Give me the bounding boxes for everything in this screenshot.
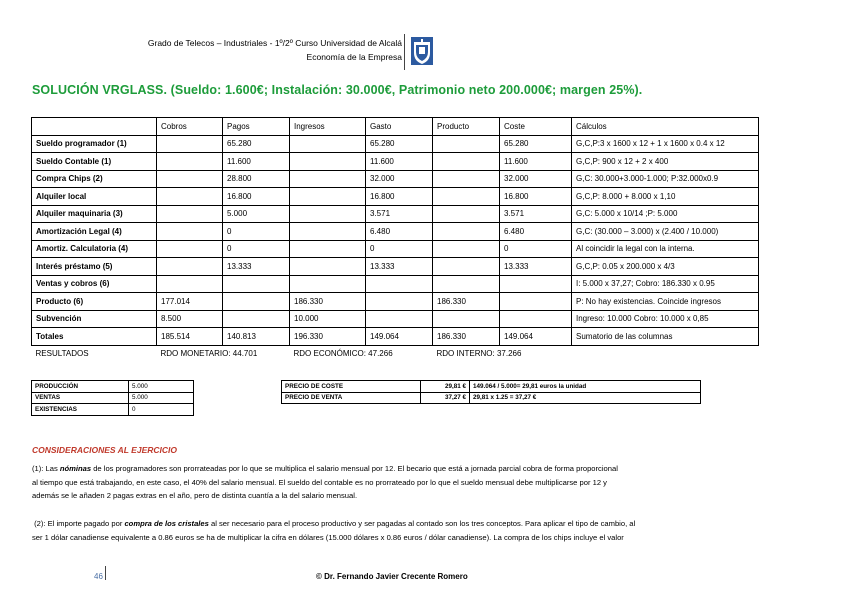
table-cell: 0 — [223, 223, 290, 241]
table-row — [32, 275, 759, 293]
table-cell: 37,27 € — [421, 392, 470, 404]
table-cell: 5.000 — [129, 381, 194, 393]
table-cell: 32.000 — [500, 170, 572, 188]
solution-table — [31, 117, 759, 362]
table-row — [32, 188, 759, 206]
results-row — [32, 345, 759, 362]
consideration-2-line — [32, 517, 802, 531]
table-cell: 185.514 — [157, 328, 223, 346]
table-cell: 177.014 — [157, 293, 223, 311]
table-cell: 16.800 — [223, 188, 290, 206]
row-label: Subvención — [32, 310, 157, 328]
row-label: Alquiler maquinaria (3) — [32, 205, 157, 223]
table-cell — [433, 240, 500, 258]
table-cell: I: 5.000 x 37,27; Cobro: 186.330 x 0.95 — [572, 275, 759, 293]
row-label: Sueldo programador (1) — [32, 135, 157, 153]
column-header: Producto — [433, 118, 500, 136]
table-cell: 11.600 — [366, 153, 433, 171]
table-cell — [223, 275, 290, 293]
consideration-1-line: además se le añaden 2 pagas extras en el año, pero de distinta cuantía a la del salario mensual. — [32, 491, 358, 500]
table-row — [32, 153, 759, 171]
table-cell — [433, 205, 500, 223]
table-cell: 3.571 — [500, 205, 572, 223]
document-header — [148, 36, 402, 64]
price-table — [281, 380, 701, 404]
consideration-1-emphasis: nóminas — [59, 464, 92, 473]
table-cell: 28.800 — [223, 170, 290, 188]
table-cell: G,C: 30.000+3.000-1.000; P:32.000x0.9 — [572, 170, 759, 188]
table-cell — [157, 205, 223, 223]
table-row — [32, 310, 759, 328]
table-row — [32, 240, 759, 258]
table-cell — [157, 275, 223, 293]
consideration-2-line: ser 1 dólar canadiense equivalente a 0.86 euros se ha de multiplicar la cifra en dólares (15.000 dólares x 0.86 euros / dólar canadiense). La compra de los chips incluye el valor — [32, 532, 624, 542]
row-label: Amortiz. Calculatoria (4) — [32, 240, 157, 258]
column-header: Pagos — [223, 118, 290, 136]
table-cell: 186.330 — [290, 293, 366, 311]
row-label: PRECIO DE COSTE — [282, 381, 421, 393]
table-cell — [366, 293, 433, 311]
table-row — [32, 328, 759, 346]
row-label: Compra Chips (2) — [32, 170, 157, 188]
table-cell: 13.333 — [366, 258, 433, 276]
table-cell: 29,81 € — [421, 381, 470, 393]
table-row — [32, 293, 759, 311]
table-cell: 0 — [500, 240, 572, 258]
table-cell: 6.480 — [366, 223, 433, 241]
table-cell — [157, 258, 223, 276]
table-cell — [500, 275, 572, 293]
result-economico: RDO ECONÓMICO: 47.266 — [293, 349, 393, 358]
table-cell: 149.064 — [366, 328, 433, 346]
table-cell: 29,81 x 1.25 = 37,27 € — [470, 392, 701, 404]
table-cell — [290, 258, 366, 276]
table-cell: Al coincidir la legal con la interna. — [572, 240, 759, 258]
table-cell — [500, 293, 572, 311]
consideration-2-prefix: (2): El importe pagado por — [34, 519, 125, 528]
table-cell — [290, 223, 366, 241]
table-cell: 3.571 — [366, 205, 433, 223]
header-course: Grado de Telecos – Industriales - 1º/2º Curso Universidad de Alcalá — [147, 38, 402, 48]
table-cell — [157, 153, 223, 171]
table-cell: 0 — [129, 404, 194, 416]
table-cell: G,C,P:3 x 1600 x 12 + 1 x 1600 x 0.4 x 12 — [572, 135, 759, 153]
consideration-1 — [32, 462, 802, 503]
table-cell — [157, 188, 223, 206]
footer-copyright: © Dr. Fernando Javier Crecente Romero — [316, 572, 468, 581]
table-row — [32, 135, 759, 153]
considerations-title: CONSIDERACIONES AL EJERCICIO — [32, 445, 177, 455]
results-spacer — [572, 345, 759, 362]
row-label: Producto (6) — [32, 293, 157, 311]
table-cell: 149.064 / 5.000= 29,81 euros la unidad — [470, 381, 701, 393]
row-label: VENTAS — [32, 392, 129, 404]
table-cell — [290, 205, 366, 223]
table-cell — [433, 135, 500, 153]
consideration-2-text: al ser necesario para el proceso productivo y ser pagadas al contado son los tres conceptos. Para aplicar el tipo de cambio, al — [208, 519, 636, 528]
table-cell — [366, 275, 433, 293]
table-row — [32, 381, 194, 393]
table-cell: 0 — [366, 240, 433, 258]
consideration-1-line: al tiempo que está trabajando, en este caso, el 40% del salario mensual. El sueldo del contable es no prorrateado por lo que el sueldo mensual debe multiplicarse por 12 y — [32, 477, 607, 487]
table-cell: 16.800 — [366, 188, 433, 206]
table-cell — [157, 135, 223, 153]
consideration-1-text: de los programadores son prorrateadas por lo que se multiplica el salario mensual por 12. El becario que está a jornada parcial cobra de forma proporcional — [91, 464, 618, 473]
table-cell: Sumatorio de las columnas — [572, 328, 759, 346]
table-cell — [433, 153, 500, 171]
table-cell — [223, 310, 290, 328]
table-cell — [290, 153, 366, 171]
table-row — [32, 205, 759, 223]
table-cell: 8.500 — [157, 310, 223, 328]
table-cell — [290, 170, 366, 188]
table-cell — [290, 275, 366, 293]
column-header: Coste — [500, 118, 572, 136]
table-cell: P: No hay existencias. Coincide ingresos — [572, 293, 759, 311]
column-header: Gasto — [366, 118, 433, 136]
table-row — [282, 381, 701, 393]
result-monetario: RDO MONETARIO: 44.701 — [160, 349, 258, 358]
column-header: Cobros — [157, 118, 223, 136]
table-cell — [433, 170, 500, 188]
table-cell: Ingreso: 10.000 Cobro: 10.000 x 0,85 — [572, 310, 759, 328]
table-cell: 13.333 — [500, 258, 572, 276]
row-label: PRODUCCIÓN — [32, 381, 129, 393]
page-title: SOLUCIÓN VRGLASS. (Sueldo: 1.600€; Instalación: 30.000€, Patrimonio neto 200.000€; margen 25%). — [32, 83, 643, 97]
row-label: Totales — [32, 328, 157, 346]
table-cell — [290, 188, 366, 206]
table-cell: 11.600 — [500, 153, 572, 171]
table-cell — [433, 275, 500, 293]
consideration-1-line — [32, 462, 802, 476]
table-cell: 65.280 — [223, 135, 290, 153]
table-cell: 6.480 — [500, 223, 572, 241]
row-label: PRECIO DE VENTA — [282, 392, 421, 404]
table-cell — [157, 240, 223, 258]
table-cell: G,C,P: 8.000 + 8.000 x 1,10 — [572, 188, 759, 206]
table-cell — [433, 188, 500, 206]
table-cell: G,C: (30.000 – 3.000) x (2.400 / 10.000) — [572, 223, 759, 241]
table-cell — [290, 240, 366, 258]
table-cell: 10.000 — [290, 310, 366, 328]
page-number: 46 — [94, 572, 103, 581]
table-row — [282, 392, 701, 404]
table-cell: 16.800 — [500, 188, 572, 206]
table-cell: 149.064 — [500, 328, 572, 346]
table-cell: G,C: 5.000 x 10/14 ;P: 5.000 — [572, 205, 759, 223]
table-row — [32, 170, 759, 188]
column-header: Cálculos — [572, 118, 759, 136]
table-cell — [157, 223, 223, 241]
table-cell: 0 — [223, 240, 290, 258]
table-cell — [433, 310, 500, 328]
table-row — [32, 223, 759, 241]
header-subject: Economía de la Empresa — [306, 52, 402, 62]
table-cell: 196.330 — [290, 328, 366, 346]
table-cell: 11.600 — [223, 153, 290, 171]
table-cell: 5.000 — [223, 205, 290, 223]
row-label: Sueldo Contable (1) — [32, 153, 157, 171]
table-cell: 13.333 — [223, 258, 290, 276]
header-divider — [404, 34, 405, 70]
table-row — [32, 404, 194, 416]
table-cell — [433, 258, 500, 276]
university-crest-icon — [410, 36, 434, 66]
table-header-row — [32, 118, 759, 136]
consideration-2-emphasis: compra de los cristales — [124, 519, 209, 528]
table-cell: G,C,P: 900 x 12 + 2 x 400 — [572, 153, 759, 171]
table-row — [32, 392, 194, 404]
table-row — [32, 258, 759, 276]
table-cell: 65.280 — [500, 135, 572, 153]
table-cell — [366, 310, 433, 328]
footer-divider — [105, 566, 106, 580]
consideration-2 — [32, 517, 802, 544]
table-cell: 65.280 — [366, 135, 433, 153]
table-cell: G,C,P: 0.05 x 200.000 x 4/3 — [572, 258, 759, 276]
table-cell — [157, 170, 223, 188]
row-label: Interés préstamo (5) — [32, 258, 157, 276]
table-cell — [500, 310, 572, 328]
table-cell: 140.813 — [223, 328, 290, 346]
table-cell: 5.000 — [129, 392, 194, 404]
row-label: Ventas y cobros (6) — [32, 275, 157, 293]
consideration-1-prefix: (1): Las — [32, 464, 60, 473]
row-label: Alquiler local — [32, 188, 157, 206]
table-cell — [223, 293, 290, 311]
table-cell: 186.330 — [433, 328, 500, 346]
table-cell: 186.330 — [433, 293, 500, 311]
column-header — [32, 118, 157, 136]
column-header: Ingresos — [290, 118, 366, 136]
row-label: Amortización Legal (4) — [32, 223, 157, 241]
result-interno: RDO INTERNO: 37.266 — [436, 349, 522, 358]
table-cell — [290, 135, 366, 153]
table-cell — [433, 223, 500, 241]
results-label: RESULTADOS — [35, 349, 89, 358]
table-cell: 32.000 — [366, 170, 433, 188]
production-table — [31, 380, 194, 416]
row-label: EXISTENCIAS — [32, 404, 129, 416]
